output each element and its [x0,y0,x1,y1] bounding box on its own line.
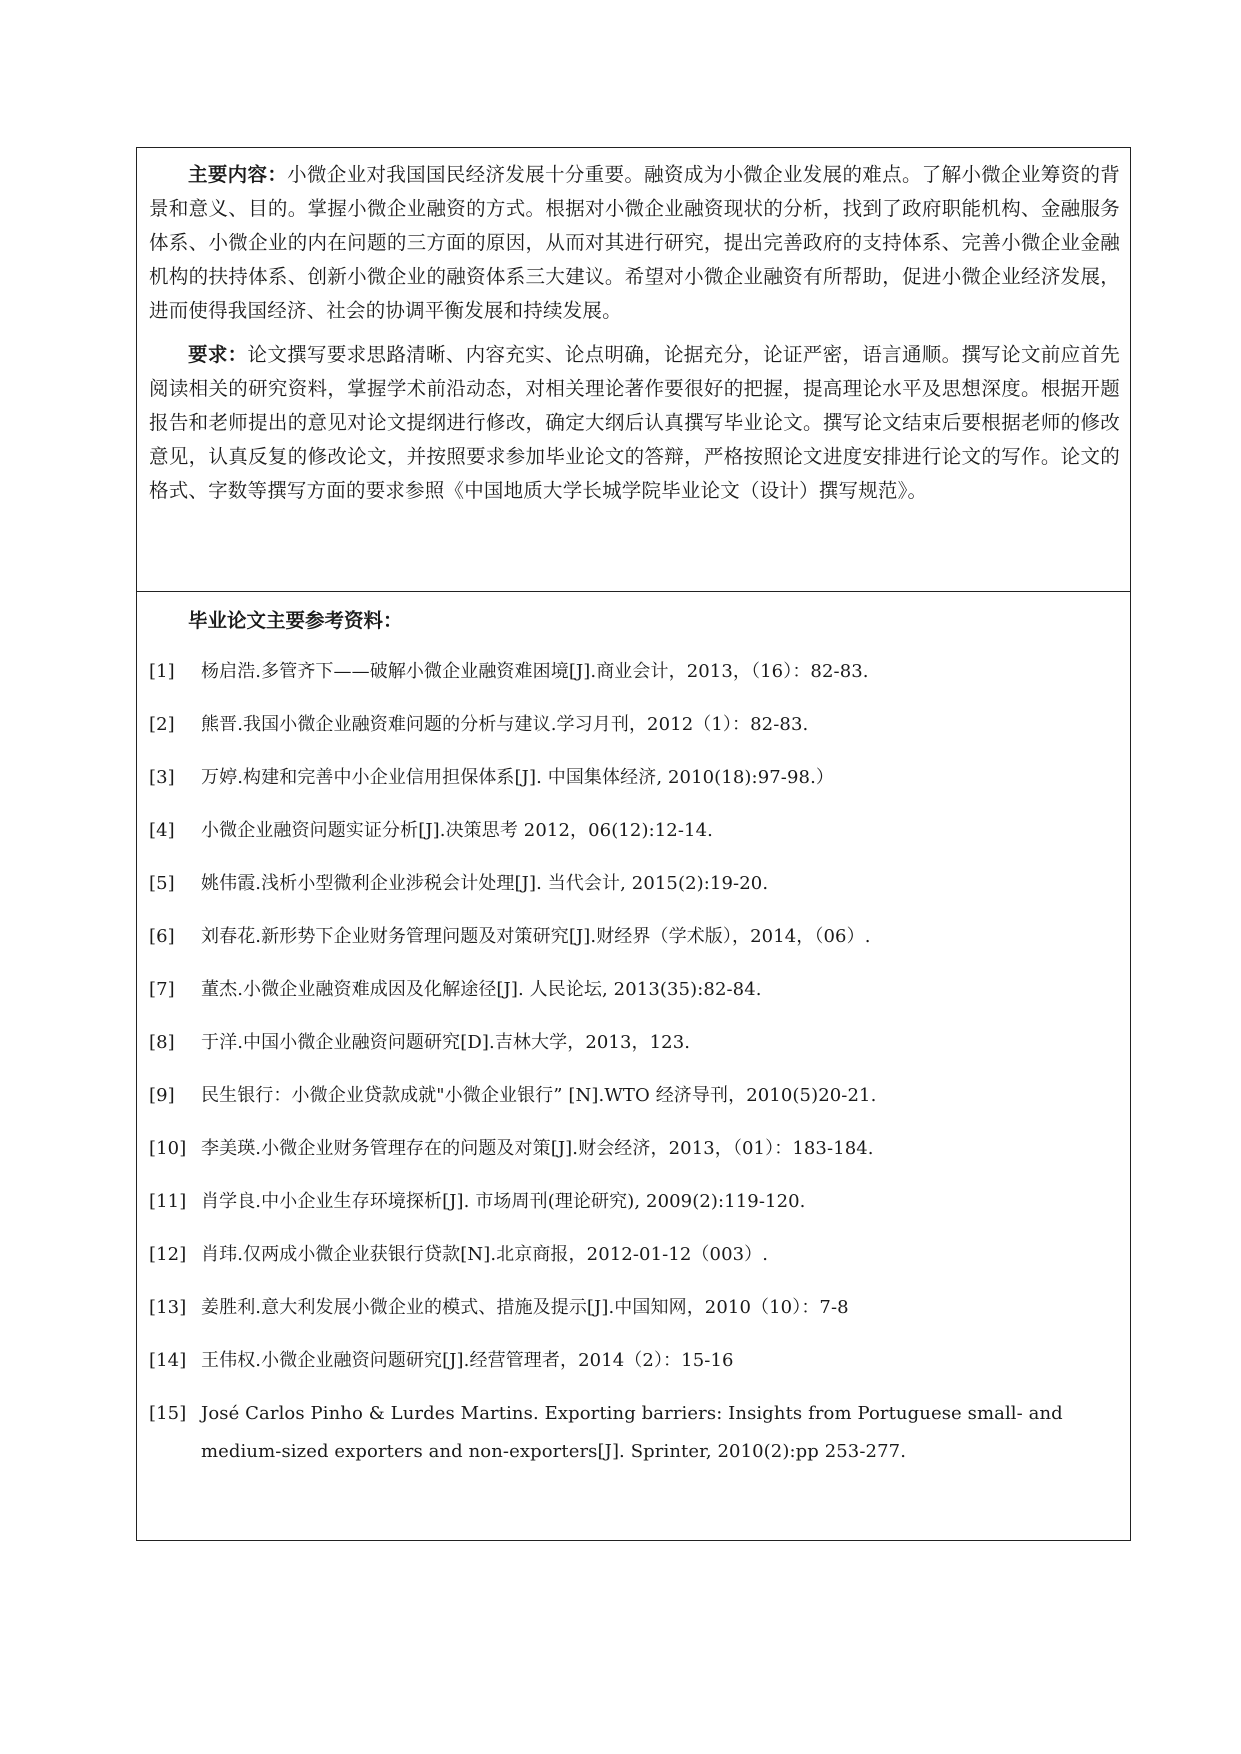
reference-text: José Carlos Pinho & Lurdes Martins. Exporting barriers: Insights from Portuguese small- and medium-sized exporters and non-exporters[J]. Sprinter, 2010(2):pp 253-277. [201,1403,1063,1462]
reference-number: [15] [149,1403,187,1424]
reference-text: 杨启浩.多管齐下——破解小微企业融资难困境[J].商业会计，2013，（16）：82-83. [201,661,869,682]
reference-item [149,1395,1120,1471]
reference-text: 肖学良.中小企业生存环境探析[J]. 市场周刊(理论研究), 2009(2):119-120. [201,1191,806,1212]
main-content-paragraph [149,158,1120,328]
reference-number: [11] [149,1191,187,1212]
references-title: 毕业论文主要参考资料： [188,609,403,632]
reference-item [149,1183,1120,1221]
reference-item [149,1130,1120,1168]
reference-text: 李美瑛.小微企业财务管理存在的问题及对策[J].财会经济，2013，（01）：183-184. [201,1138,874,1159]
task-table [136,147,1131,1541]
reference-number: [4] [149,820,175,841]
reference-number: [3] [149,767,175,788]
reference-text: 姚伟霞.浅析小型微利企业涉税会计处理[J]. 当代会计, 2015(2):19-20. [201,873,769,894]
reference-item [149,1236,1120,1274]
reference-item [149,759,1120,797]
reference-number: [12] [149,1244,187,1265]
main-content-text: 小微企业对我国国民经济发展十分重要。融资成为小微企业发展的难点。了解小微企业筹资的背景和意义、目的。掌握小微企业融资的方式。根据对小微企业融资现状的分析，找到了政府职能机构、金融服务体系、小微企业的内在问题的三方面的原因，从而对其进行研究，提出完善政府的支持体系、完善小微企业金融机构的扶持体系、创新小微企业的融资体系三大建议。希望对小微企业融资有所帮助，促进小微企业经济发展，进而使得我国经济、社会的协调平衡发展和持续发展。 [149,163,1120,322]
requirements-text: 论文撰写要求思路清晰、内容充实、论点明确，论据充分，论证严密，语言通顺。撰写论文前应首先阅读相关的研究资料，掌握学术前沿动态，对相关理论著作要很好的把握，提高理论水平及思想深度。根据开题报告和老师提出的意见对论文提纲进行修改，确定大纲后认真撰写毕业论文。撰写论文结束后要根据老师的修改意见，认真反复的修改论文，并按照要求参加毕业论文的答辩，严格按照论文进度安排进行论文的写作。论文的格式、字数等撰写方面的要求参照《中国地质大学长城学院毕业论文（设计）撰写规范》。 [149,343,1120,502]
reference-item [149,1289,1120,1327]
reference-text: 小微企业融资问题实证分析[J].决策思考 2012，06(12):12-14. [201,820,713,841]
reference-text: 姜胜利.意大利发展小微企业的模式、措施及提示[J].中国知网，2010（10）：7-8 [201,1297,849,1318]
content-requirements-cell [137,148,1130,592]
reference-text: 肖玮.仅两成小微企业获银行贷款[N].北京商报，2012-01-12（003）. [201,1244,769,1265]
reference-text: 于洋.中国小微企业融资问题研究[D].吉林大学，2013，123. [201,1032,691,1053]
reference-number: [9] [149,1085,175,1106]
reference-text: 熊晋.我国小微企业融资难问题的分析与建议.学习月刊，2012（1）：82-83. [201,714,809,735]
references-list [149,653,1120,1471]
reference-item [149,865,1120,903]
requirements-label: 要求： [188,343,248,366]
reference-item [149,918,1120,956]
requirements-paragraph [149,338,1120,508]
main-content-label: 主要内容： [188,163,288,186]
reference-number: [7] [149,979,175,1000]
reference-text: 王伟权.小微企业融资问题研究[J].经营管理者，2014（2）：15-16 [201,1350,734,1371]
reference-number: [10] [149,1138,187,1159]
reference-text: 万婷.构建和完善中小企业信用担保体系[J]. 中国集体经济, 2010(18):97-98.） [201,767,835,788]
reference-number: [14] [149,1350,187,1371]
reference-item [149,1342,1120,1380]
reference-text: 刘春花.新形势下企业财务管理问题及对策研究[J].财经界（学术版），2014，（06）. [201,926,871,947]
reference-text: 民生银行：小微企业贷款成就"小微企业银行” [N].WTO 经济导刊，2010(5)20-21. [201,1085,877,1106]
reference-number: [1] [149,661,175,682]
reference-number: [2] [149,714,175,735]
reference-number: [13] [149,1297,187,1318]
reference-number: [5] [149,873,175,894]
reference-number: [8] [149,1032,175,1053]
reference-item [149,653,1120,691]
reference-item [149,1024,1120,1062]
reference-item [149,706,1120,744]
references-cell [137,592,1130,1540]
reference-item [149,812,1120,850]
reference-text: 董杰.小微企业融资难成因及化解途径[J]. 人民论坛, 2013(35):82-84. [201,979,762,1000]
reference-item [149,1077,1120,1115]
reference-item [149,971,1120,1009]
reference-number: [6] [149,926,175,947]
